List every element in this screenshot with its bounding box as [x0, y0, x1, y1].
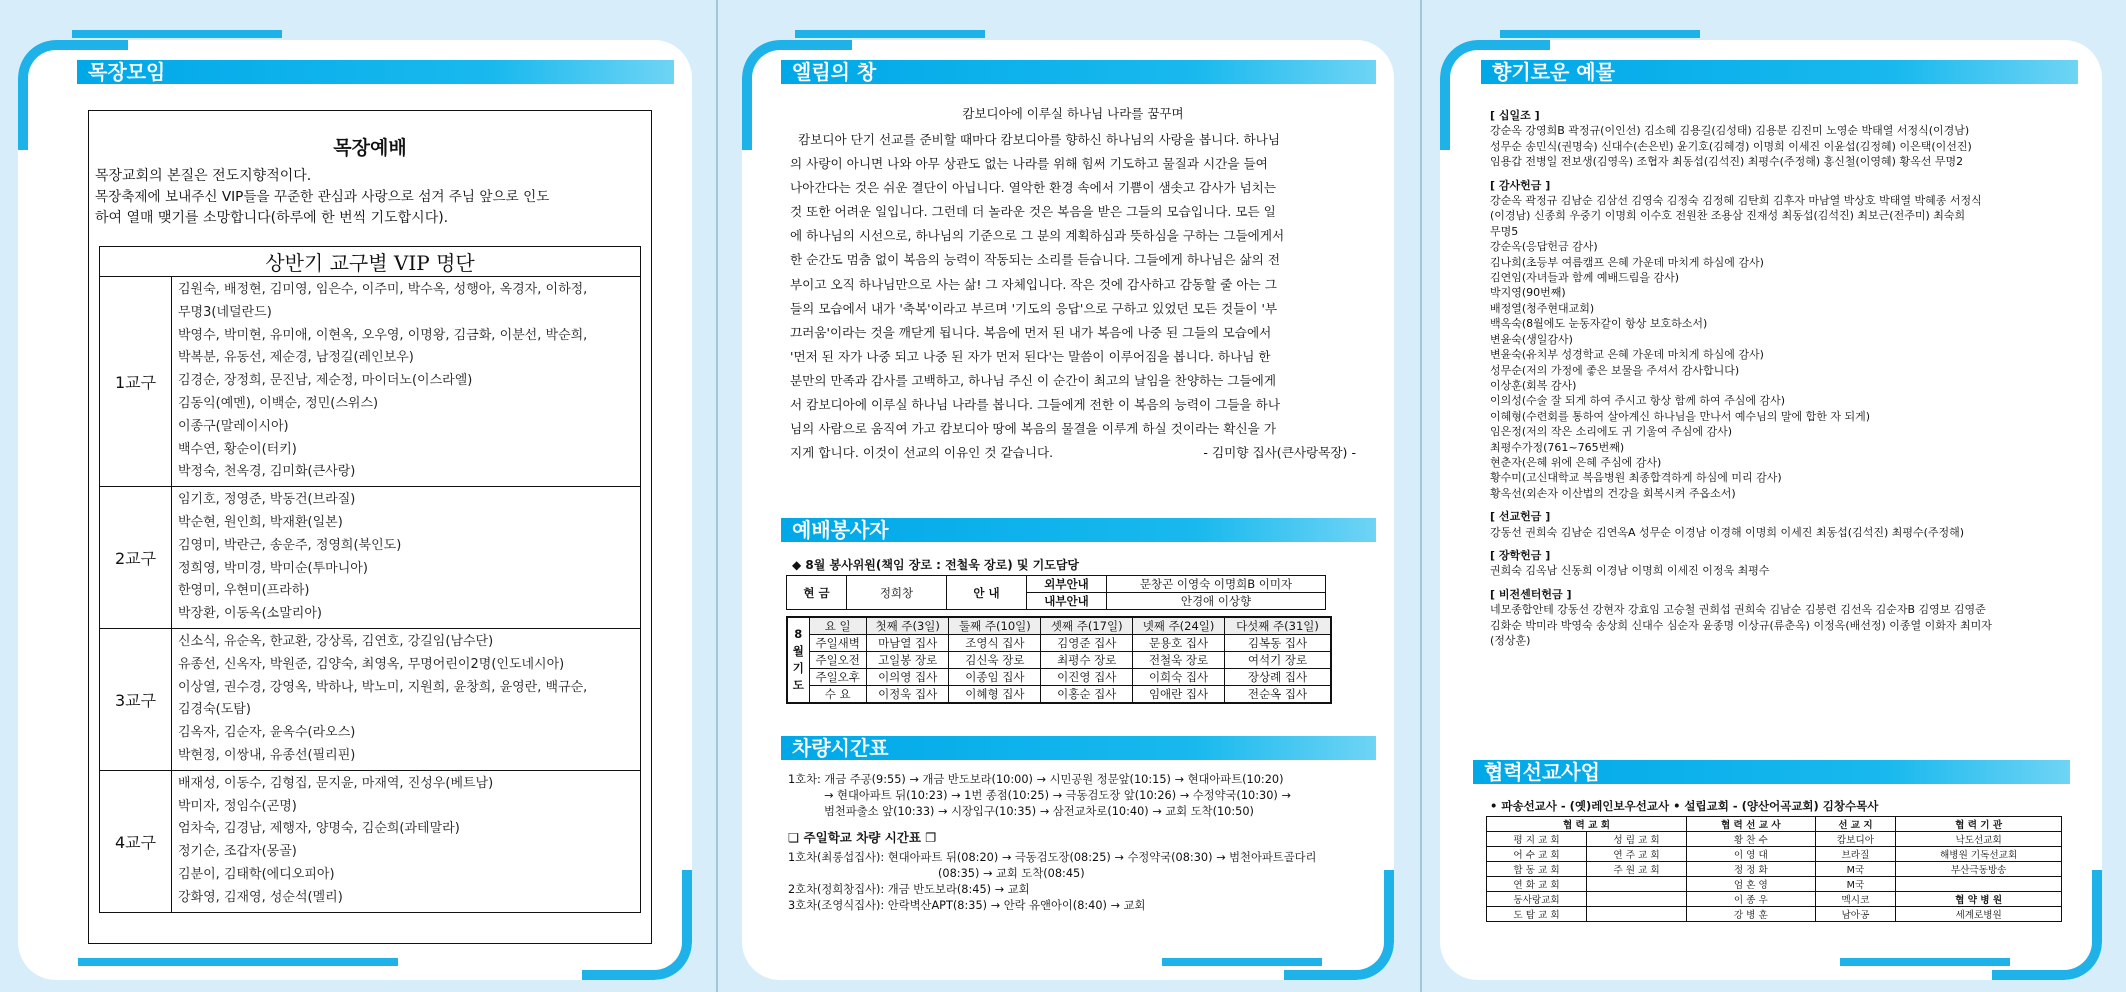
- mission-cell: [1587, 907, 1687, 922]
- vip-group-list: [172, 770, 641, 912]
- vip-line: 김경숙(도탐): [178, 702, 251, 718]
- essay: [790, 106, 1356, 465]
- prayer-cell: 조영식 집사: [949, 635, 1041, 652]
- prayer-header: 요 일: [809, 617, 866, 635]
- vip-group-row: [100, 628, 641, 770]
- prayer-cell: 이홍순 집사: [1041, 686, 1133, 704]
- offering-line: 이혜형(수련회를 통하여 살아계신 하나님을 만나서 예수님의 말에 합한 자 되게): [1490, 409, 1871, 423]
- vip-line: 백수연, 황순이(터키): [178, 441, 297, 457]
- vip-line: 김경순, 장정희, 문진남, 제순정, 마이더노(이스라엘): [178, 373, 473, 389]
- offering-label: 현 금: [787, 576, 847, 610]
- mission-cell: 캄보디아: [1815, 832, 1896, 847]
- offering-line: 무명5: [1490, 224, 1519, 238]
- mission-cell: 협 약 병 원: [1896, 892, 2062, 907]
- vip-line: 배재성, 이동수, 김형집, 문지윤, 마재역, 진성우(베트남): [178, 775, 494, 791]
- offering-line: 황수미(고신대학교 복음병원 최종합격하게 하심에 미리 감사): [1490, 471, 1782, 485]
- prayer-cell: 문용호 집사: [1133, 635, 1225, 652]
- usher-label: 안 내: [947, 576, 1027, 610]
- vip-line: 신소식, 유순옥, 한교환, 강상록, 김연호, 강길임(남수단): [178, 633, 494, 649]
- mission-cell: M국: [1815, 862, 1896, 877]
- month-label: 8월기도: [787, 617, 809, 703]
- offering-line: 강동선 권희숙 김남순 김연옥A 성무순 이경남 이경해 이명희 이세진 최동섭(김석진) 최평수(주정해): [1490, 525, 1965, 539]
- bus-line: 범천파출소 앞(10:33) → 시장입구(10:35) → 삼전교차로(10:40) → 교회 도착(10:50): [824, 805, 1254, 818]
- prayer-cell: 수 요: [809, 686, 866, 704]
- essay-line: '먼저 된 자가 나중 되고 나중 된 자가 먼저 된다'는 말씀이 이루어짐을 봅니다. 하나님 한: [790, 348, 1271, 364]
- section-title-mission: 협력선교사업: [1470, 760, 2070, 784]
- table-row: [787, 652, 1331, 669]
- offering-line: 변윤숙(유치부 성경학교 은혜 가운데 마치게 하심에 감사): [1490, 348, 1764, 362]
- mission-header: 협 력 교 회: [1487, 817, 1687, 832]
- essay-line: 한 순간도 멈춤 없이 복음의 능력이 작동되는 소리를 듣습니다. 그들에게 하나님은 삶의 전: [790, 252, 1281, 268]
- essay-line: 의 사랑이 아니면 나와 아무 상관도 없는 나라를 위해 힘써 기도하고 물질과 시간을 들여: [790, 156, 1268, 172]
- vip-line: 이상열, 권수경, 강영옥, 박하나, 박노미, 지원희, 윤창희, 윤영란, 백규순,: [178, 679, 588, 695]
- bus-schedule: [788, 772, 1358, 914]
- mission-cell: 낙도선교회: [1896, 832, 2062, 847]
- offering-line: 현춘자(은혜 위에 은혜 주심에 감사): [1490, 455, 1662, 469]
- offering-group: [1490, 509, 2080, 540]
- prayer-header: 둘째 주(10일): [949, 617, 1041, 635]
- vip-table-title: 상반기 교구별 VIP 명단: [100, 247, 641, 277]
- prayer-cell: 최평수 장로: [1041, 652, 1133, 669]
- outer-usher-label: 외부안내: [1027, 576, 1107, 593]
- mission-cell: 어 수 교 회: [1487, 847, 1587, 862]
- prayer-header: 셋째 주(17일): [1041, 617, 1133, 635]
- vip-line: 김원숙, 배정현, 김미영, 임은수, 이주미, 박수옥, 성행아, 옥경자, 이하정,: [178, 282, 588, 297]
- mission-cell: 도 탐 교 회: [1487, 907, 1587, 922]
- vip-line: 정기순, 조갑자(몽골): [178, 844, 297, 860]
- vip-table: [99, 246, 641, 913]
- prayer-cell: 이희숙 집사: [1133, 669, 1225, 686]
- offering-group-title: [ 선교헌금 ]: [1490, 510, 1551, 524]
- table-row: [787, 669, 1331, 686]
- mission-cell: [1587, 892, 1687, 907]
- table-row: [1487, 847, 2062, 862]
- essay-line: 서 캄보디아에 이루실 하나님 나라를 봅니다. 그들에게 전한 이 복음의 능력이 그들을 하나: [790, 397, 1281, 413]
- servers-top-table: [786, 575, 1326, 610]
- worship-title: 목장예배: [333, 137, 407, 159]
- offering-line: 배정열(청주현대교회): [1490, 301, 1595, 315]
- essay-line: 것 또한 어려운 일입니다. 그런데 더 놀라운 것은 복음을 받은 그들의 모습입니다. 모든 일: [790, 204, 1276, 220]
- prayer-cell: 이혜형 집사: [949, 686, 1041, 704]
- worship-body: [89, 160, 651, 229]
- prayer-cell: 김영준 집사: [1041, 635, 1133, 652]
- offering-group-title: [ 장학헌금 ]: [1490, 548, 1551, 562]
- bus-line: 3호차(조영식집사): 안락벽산APT(8:35) → 안락 유앤아이(8:40) → 교회: [788, 899, 1146, 912]
- section-title-bus: 차량시간표: [778, 736, 1376, 760]
- offering-group: [1490, 108, 2080, 170]
- bottom-bar: [78, 958, 398, 966]
- mission-header: 협 력 기 관: [1896, 817, 2062, 832]
- bus-line: 1호차(최롱섭집사): 현대아파트 뒤(08:20) → 극동검도장(08:25) → 수정약국(08:30) → 범천아파트골다리: [788, 851, 1317, 864]
- offering-line: 성무순(저의 가정에 좋은 보물을 주셔서 감사합니다): [1490, 363, 1740, 377]
- prayer-cell: 이진영 집사: [1041, 669, 1133, 686]
- mission-cell: 부산극동방송: [1896, 862, 2062, 877]
- section-title-elim: 엘림의 창: [778, 60, 1376, 84]
- section-title-offerings: 향기로운 예물: [1478, 60, 2078, 84]
- vip-line: 무명3(네덜란드): [178, 304, 272, 320]
- offering-line: 임용갑 전병일 전보생(김영옥) 조협자 최동섭(김석진) 최평수(주정해) 홍신철(이영혜) 황옥선 무명2: [1490, 155, 1964, 169]
- mission-cell: 주 원 교 회: [1587, 862, 1687, 877]
- vip-group-row: [100, 277, 641, 487]
- top-bar: [795, 30, 985, 38]
- offering-group: [1490, 548, 2080, 579]
- offering-line: 권희숙 김옥남 신동희 이경남 이명희 이세진 이정욱 최평수: [1490, 564, 1770, 578]
- offering-group-title: [ 감사헌금 ]: [1490, 178, 1551, 192]
- offering-line: 강순옥 곽정규 김남순 김삼선 김영숙 김정숙 김정혜 김탄희 김후자 마남열 박상호 박태열 박혜종 서정식: [1490, 194, 1982, 208]
- prayer-cell: 이의영 집사: [866, 669, 949, 686]
- vip-line: 임기호, 정영준, 박동건(브라질): [178, 492, 356, 508]
- section-title-mokjang: 목장모임: [74, 60, 674, 84]
- vip-line: 엄차숙, 김경남, 제행자, 양명숙, 김순희(과테말라): [178, 821, 460, 837]
- offering-group: [1490, 587, 2080, 649]
- offering-line: 임은정(저의 작은 소리에도 귀 기울여 주심에 감사): [1490, 425, 1733, 439]
- vip-line: 김동익(예멘), 이백순, 정민(스위스): [178, 395, 379, 411]
- mission-cell: [1587, 877, 1687, 892]
- essay-title: 캄보디아에 이루실 하나님 나라를 꿈꾸며: [962, 106, 1184, 121]
- prayer-cell: 고일봉 장로: [866, 652, 949, 669]
- vip-group-name: 2교구: [100, 487, 172, 629]
- mission-cell: 합 동 교 회: [1487, 862, 1587, 877]
- mokjang-worship-box: [88, 110, 652, 944]
- vip-line: 김옥자, 김순자, 윤옥수(라오스): [178, 725, 356, 741]
- mission-cell: 성 림 교 회: [1587, 832, 1687, 847]
- vip-line: 박정숙, 천옥경, 김미화(큰사랑): [178, 464, 356, 480]
- vip-group-list: [172, 487, 641, 629]
- vip-group-row: [100, 487, 641, 629]
- inner-usher-names: 안경애 이상향: [1107, 593, 1326, 610]
- mission-cell: 해병원 기독선교회: [1896, 847, 2062, 862]
- table-row: [1487, 862, 2062, 877]
- offering-line: 박지영(90번째): [1490, 286, 1566, 300]
- vip-line: 박순현, 원인희, 박재환(일본): [178, 514, 343, 530]
- mission-cell: 강 병 훈: [1687, 907, 1816, 922]
- prayer-cell: 임애란 집사: [1133, 686, 1225, 704]
- mission-cell: 황 찬 수: [1687, 832, 1816, 847]
- prayer-cell: 김신욱 장로: [949, 652, 1041, 669]
- table-row: [1487, 877, 2062, 892]
- offering-line: 강순옥 강영희B 곽정규(이인선) 김소혜 김용길(김성태) 김용분 김진미 노영순 박태열 서정식(이경남): [1490, 124, 1970, 138]
- mission-cell: 세계로병원: [1896, 907, 2062, 922]
- mission-cell: 평 지 교 회: [1487, 832, 1587, 847]
- bottom-bar: [1162, 958, 1322, 966]
- vip-line: 유종선, 신옥자, 박원준, 김양숙, 최영옥, 무명어린이2명(인도네시아): [178, 656, 565, 672]
- table-row: [787, 635, 1331, 652]
- essay-line: 에 하나님의 시선으로, 하나님의 기준으로 그 분의 계획하심과 뜻하심을 구하는 그들에게서: [790, 228, 1285, 244]
- panel-divider-2: [1420, 0, 1422, 992]
- vip-line: 정희영, 박미경, 박미순(투마니아): [178, 560, 368, 576]
- prayer-cell: 김복동 집사: [1224, 635, 1331, 652]
- mission-cell: 남아공: [1815, 907, 1896, 922]
- vip-line: 박미자, 정임수(곤명): [178, 798, 297, 814]
- offering-line: 김나희(초등부 여름캠프 은혜 가운데 마치게 하심에 감사): [1490, 255, 1764, 269]
- vip-line: 이종구(말레이시아): [178, 418, 289, 434]
- prayer-header: 첫째 주(3일): [866, 617, 949, 635]
- vip-line: 한영미, 우현미(프라하): [178, 583, 310, 599]
- essay-line: 나아간다는 것은 쉬운 결단이 아닙니다. 열악한 환경 속에서 기쁨이 샘솟고 감사가 넘치는: [790, 180, 1276, 196]
- essay-line: 끄러움'이라는 것을 깨닫게 됩니다. 복음에 먼저 된 내가 복음에 나중 된 그들의 모습에서: [790, 324, 1272, 340]
- mission-header: 협 력 선 교 사: [1687, 817, 1816, 832]
- offering-line: (이경남) 신종희 우중기 이명희 이수호 전원찬 조용삼 진재성 최동섭(김석진) 최보근(전주미) 최숙희: [1490, 209, 1966, 223]
- school-bus-title: ❏ 주일학교 차량 시간표 ❐: [788, 830, 937, 845]
- prayer-header: 넷째 주(24일): [1133, 617, 1225, 635]
- vip-group-name: 1교구: [100, 277, 172, 487]
- offering-line: 백옥숙(8월에도 눈동자같이 항상 보호하소서): [1490, 317, 1708, 331]
- prayer-cell: 전순옥 집사: [1224, 686, 1331, 704]
- mission-cell: 연 주 교 회: [1587, 847, 1687, 862]
- prayer-cell: 주일새벽: [809, 635, 866, 652]
- essay-last-line: [790, 441, 1356, 465]
- offering-line: 황옥선(외손자 이산법의 건강을 회복시켜 주옵소서): [1490, 486, 1736, 500]
- mission-cell: 이 영 대: [1687, 847, 1816, 862]
- prayer-cell: 여석기 장로: [1224, 652, 1331, 669]
- offering-line: 김화순 박미라 박영숙 송상희 신대수 심순자 윤종명 이상규(류춘옥) 이정옥(배선정) 이종열 이화자 최미자: [1490, 618, 1992, 632]
- offering-line: 네모종합안테 강동선 강현자 강효임 고승철 권희섭 권희숙 김남순 김봉련 김선옥 김순자B 김영보 김영준: [1490, 603, 1986, 617]
- mission-cell: 멕시코: [1815, 892, 1896, 907]
- vip-line: 강화영, 김재영, 성순석(멜리): [178, 889, 343, 905]
- mission-cell: [1896, 877, 2062, 892]
- mission-cell: 브라질: [1815, 847, 1896, 862]
- offering-line: 이상훈(회복 감사): [1490, 378, 1577, 392]
- mission-cell: M국: [1815, 877, 1896, 892]
- essay-line: 부이고 오직 하나님만으로 사는 삶! 그 자체입니다. 작은 것에 감사하고 감동할 줄 아는 그: [790, 276, 1277, 292]
- offering-line: 이의성(수술 잘 되게 하여 주시고 항상 함께 하여 주심에 감사): [1490, 394, 1786, 408]
- essay-line: 캄보디아 단기 선교를 준비할 때마다 캄보디아를 향하신 하나님의 사랑을 봅니다. 하나님: [798, 132, 1280, 147]
- offerings-list: [1490, 108, 2080, 648]
- prayer-cell: 이정욱 집사: [866, 686, 949, 704]
- bottom-bar: [1840, 958, 2010, 966]
- mission-cell: 동사랑교회: [1487, 892, 1587, 907]
- offering-line: 변윤숙(생일감사): [1490, 332, 1573, 346]
- vip-line: 박영수, 박미현, 유미애, 이현옥, 오우영, 이명왕, 김금화, 이분선, 박순희,: [178, 327, 588, 343]
- vip-line: 김분이, 김태학(에디오피아): [178, 866, 335, 882]
- prayer-cell: 주일오전: [809, 652, 866, 669]
- offering-line: 강순옥(응답헌금 감사): [1490, 240, 1598, 254]
- offering-group-title: [ 비전센터헌금 ]: [1490, 587, 1572, 601]
- bus-line: 1호차: 개금 주공(9:55) → 개금 반도보라(10:00) → 시민공원 정문앞(10:15) → 현대아파트(10:20): [788, 773, 1284, 786]
- section-title-servers: 예배봉사자: [778, 518, 1376, 542]
- top-bar: [72, 30, 282, 38]
- bus-line: (08:35) → 교회 도착(08:45): [938, 867, 1085, 880]
- essay-line: 들의 모습에서 내가 '축복'이라고 부르며 '기도의 응답'으로 구하고 있었던 모든 것들이 '부: [790, 300, 1278, 316]
- offering-line: 성무순 송민식(권명숙) 신대수(손은빈) 윤기호(김혜경) 이명희 이세진 이윤섭(김정혜) 이은택(이선진): [1490, 139, 1972, 153]
- prayer-cell: 마남열 집사: [866, 635, 949, 652]
- essay-closing: 지게 합니다. 이것이 선교의 이유인 것 같습니다.: [790, 445, 1054, 461]
- mission-cell: 이 종 우: [1687, 892, 1816, 907]
- mission-header: 선 교 지: [1815, 817, 1896, 832]
- vip-group-name: 4교구: [100, 770, 172, 912]
- prayer-cell: 주일오후: [809, 669, 866, 686]
- vip-line: 박복분, 유동선, 제순경, 남정길(레인보우): [178, 350, 414, 366]
- worship-line: 목장축제에 보내주신 VIP들을 꾸준한 관심과 사랑으로 섬겨 주님 앞으로 인도: [95, 189, 550, 205]
- outer-usher-names: 문창곤 이영숙 이명희B 이미자: [1107, 576, 1326, 593]
- mission-table: [1486, 816, 2062, 922]
- top-bar: [1500, 30, 1700, 38]
- inner-usher-label: 내부안내: [1027, 593, 1107, 610]
- offering-group-title: [ 십일조 ]: [1490, 109, 1540, 122]
- offering-line: 최평수가정(761~765번째): [1490, 440, 1625, 454]
- bus-line: → 현대아파트 뒤(10:23) → 1번 종점(10:25) → 극동검도장 앞(10:26) → 수정약국(10:30) →: [824, 789, 1291, 802]
- prayer-cell: 이종임 집사: [949, 669, 1041, 686]
- prayer-table: [786, 616, 1332, 704]
- servers-heading: ◆ 8월 봉사위원(책임 장로 : 전철욱 장로) 및 기도담당: [792, 558, 1080, 572]
- vip-line: 박장환, 이동옥(소말리아): [178, 606, 322, 622]
- vip-line: 박현정, 이쌍내, 유종선(필리핀): [178, 747, 356, 763]
- bus-line: 2호차(정희창집사): 개금 반도보라(8:45) → 교회: [788, 883, 1030, 896]
- panel-divider-1: [716, 0, 718, 992]
- mission-cell: 정 정 화: [1687, 862, 1816, 877]
- table-row: [787, 686, 1331, 704]
- prayer-cell: 장상례 집사: [1224, 669, 1331, 686]
- vip-group-name: 3교구: [100, 628, 172, 770]
- table-row: [1487, 892, 2062, 907]
- offering-server: 정희창: [847, 576, 947, 610]
- offering-line: (정상훈): [1490, 634, 1531, 647]
- vip-group-row: [100, 770, 641, 912]
- worship-line: 목장교회의 본질은 전도지향적이다.: [95, 168, 312, 184]
- mission-cell: 연 화 교 회: [1487, 877, 1587, 892]
- vip-group-list: [172, 628, 641, 770]
- vip-group-list: [172, 277, 641, 487]
- vip-line: 김영미, 박란근, 송운주, 정영희(북인도): [178, 537, 402, 553]
- table-row: [1487, 832, 2062, 847]
- table-row: [1487, 907, 2062, 922]
- mission-cell: 엄 혼 영: [1687, 877, 1816, 892]
- essay-author: - 김미향 집사(큰사랑목장) -: [1203, 445, 1356, 461]
- essay-body: [790, 128, 1356, 465]
- worship-line: 하여 열매 맺기를 소망합니다(하루에 한 번씩 기도합시다).: [95, 210, 449, 226]
- mission-heading: • 파송선교사 - (옛)레인보우선교사 • 설립교회 - (양산어곡교회) 김창수목사: [1490, 799, 1879, 813]
- prayer-header: 다섯째 주(31일): [1224, 617, 1331, 635]
- prayer-cell: 전철욱 장로: [1133, 652, 1225, 669]
- offering-line: 김연임(자녀들과 함께 예배드림을 감사): [1490, 271, 1680, 285]
- offering-group: [1490, 178, 2080, 502]
- essay-line: 님의 사람으로 움직여 가고 캄보디아 땅에 복음의 물결을 이루게 하실 것이라는 확신을 가: [790, 421, 1276, 437]
- essay-line: 분만의 만족과 감사를 고백하고, 하나님 주신 이 순간이 최고의 날임을 찬양하는 그들에게: [790, 372, 1276, 388]
